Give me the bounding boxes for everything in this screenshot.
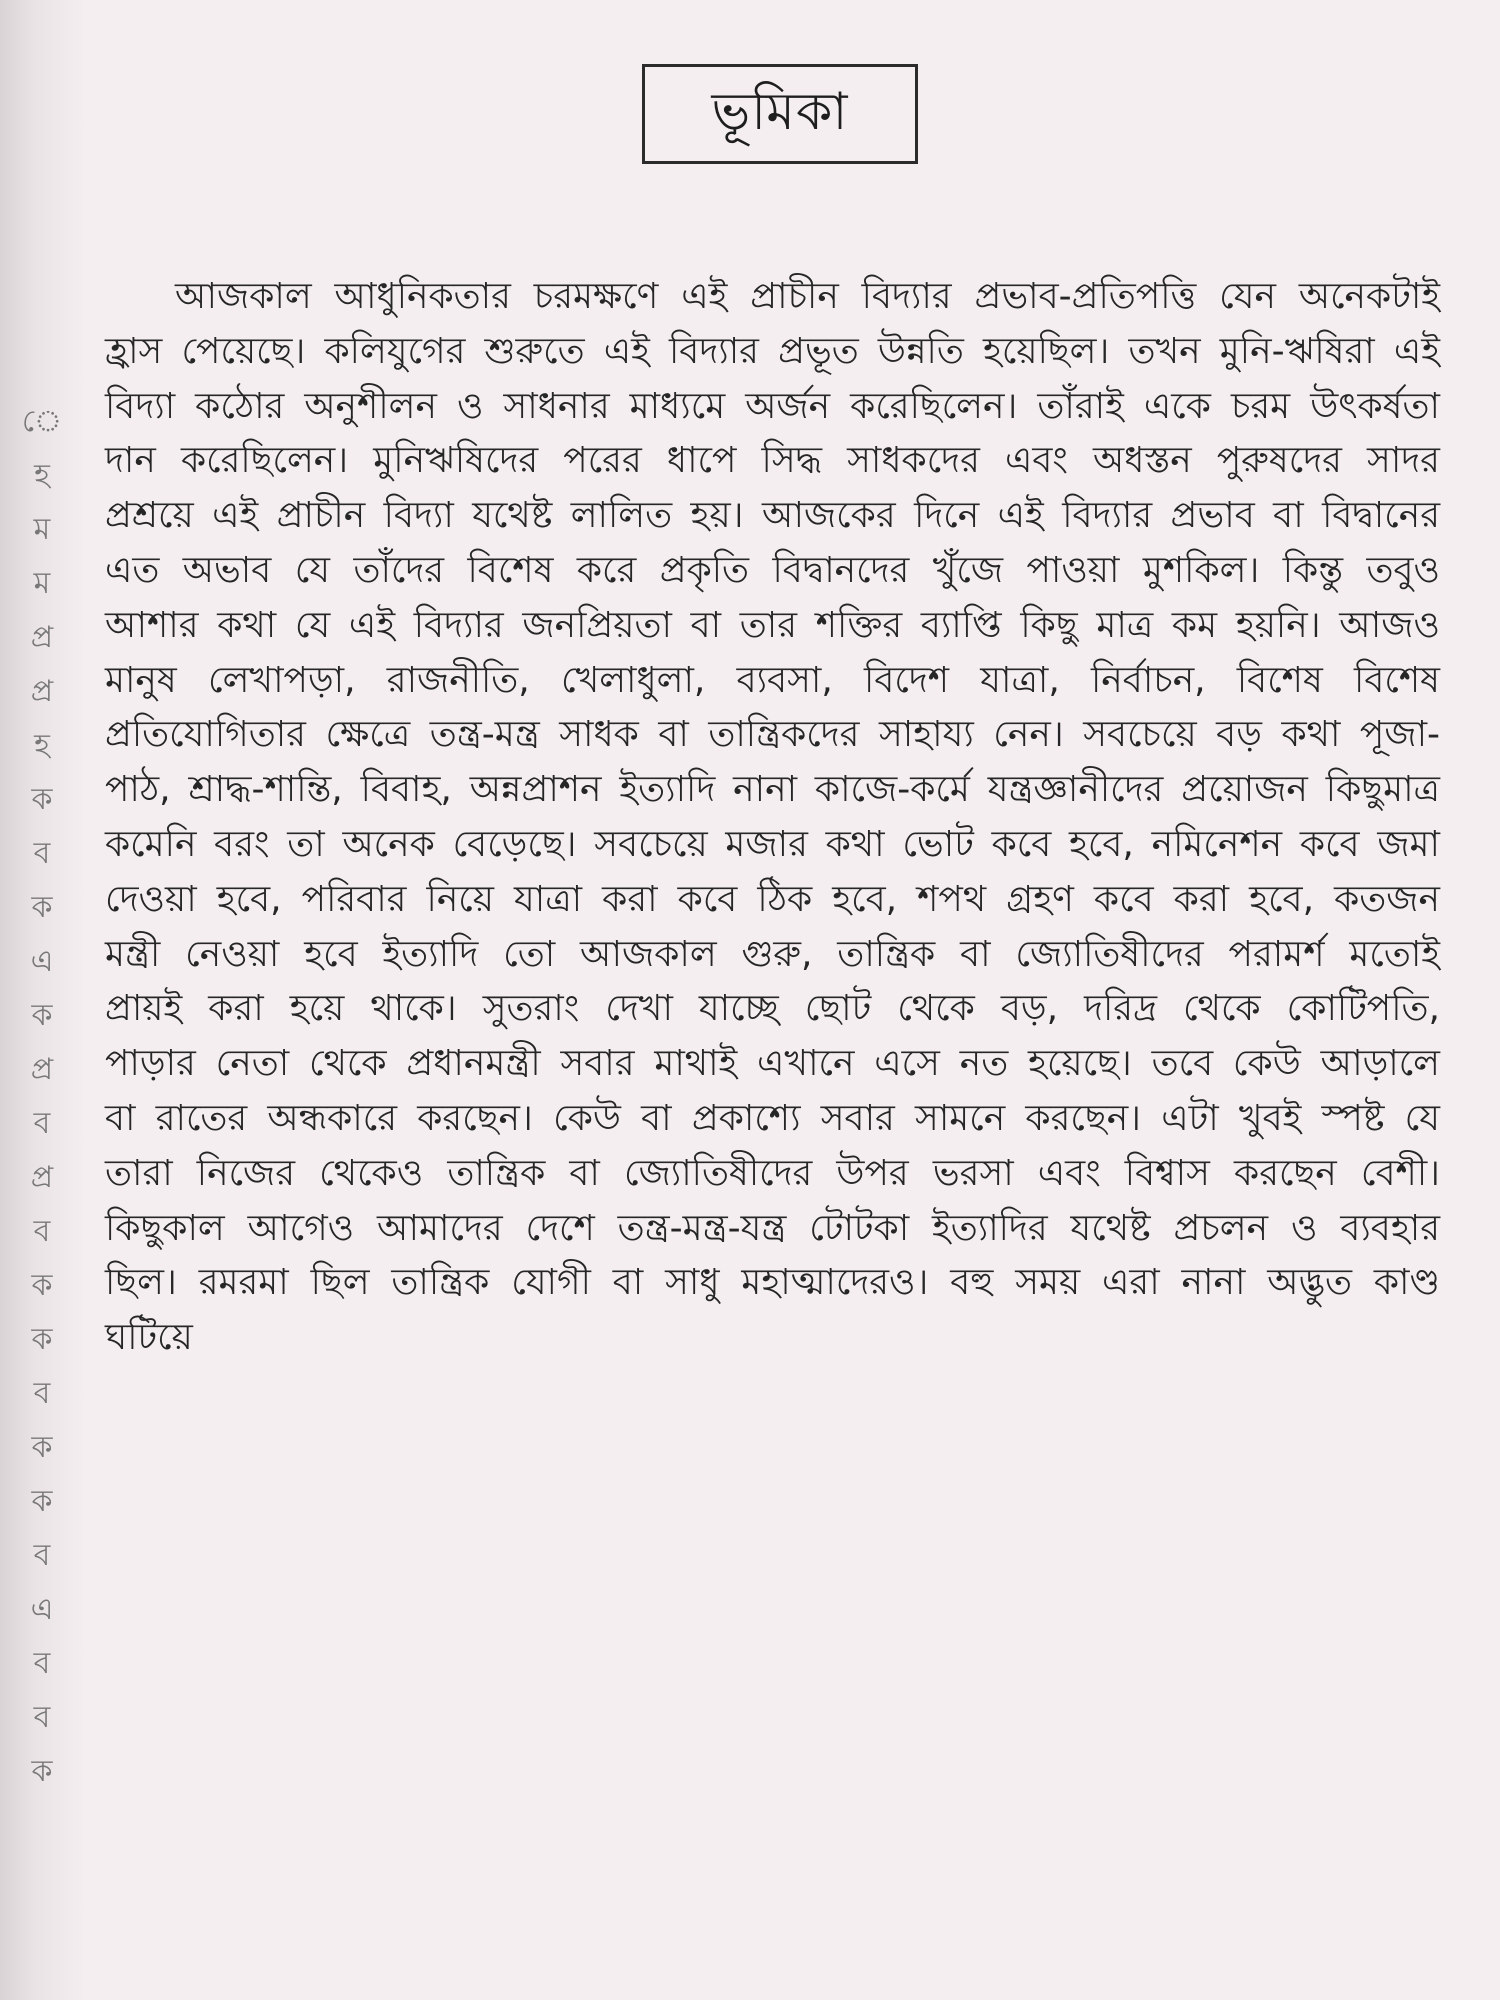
margin-char: প্র: [30, 1160, 54, 1195]
margin-char: ক: [31, 1484, 53, 1519]
margin-char: ব: [33, 1376, 51, 1411]
margin-char: প্র: [30, 620, 54, 655]
margin-char: হ: [34, 458, 50, 493]
margin-char: এ: [30, 1592, 54, 1627]
margin-char: প্র: [30, 1052, 54, 1087]
margin-char: ক: [31, 998, 53, 1033]
margin-char: ব: [33, 836, 51, 871]
margin-text-strip: [22, 395, 62, 1895]
margin-char: ম: [33, 512, 51, 547]
page-heading: ভূমিকা: [711, 81, 849, 142]
heading-box: [642, 64, 918, 164]
margin-char: ক: [31, 1268, 53, 1303]
margin-char: ক: [31, 782, 53, 817]
margin-char: ক: [31, 1322, 53, 1357]
margin-char: ক: [31, 1430, 53, 1465]
margin-char: ক: [31, 1754, 53, 1789]
margin-char: ব: [33, 1214, 51, 1249]
margin-char: হ: [34, 728, 50, 763]
margin-char: ব: [33, 1538, 51, 1573]
margin-char: ব: [33, 1106, 51, 1141]
margin-char: ব: [33, 1700, 51, 1735]
margin-char: এ: [30, 944, 54, 979]
body-paragraph: আজকাল আধুনিকতার চরমক্ষণে এই প্রাচীন বিদ্যার প্রভাব-প্রতিপত্তি যেন অনেকটাই হ্রাস পেয়েছে। কলিযুগের শুরুতে এই বিদ্যার প্রভূত উন্নতি হয়েছিল। তখন মুনি-ঋষিরা এই বিদ্যা কঠোর অনুশীলন ও সাধনার মাধ্যমে অর্জন করেছিলেন। তাঁরাই একে চরম উৎকর্ষতা দান করেছিলেন। মুনিঋষিদের পরের ধাপে সিদ্ধ সাধকদের এবং অধস্তন পুরুষদের সাদর প্রশ্রয়ে এই প্রাচীন বিদ্যা যথেষ্ট লালিত হয়। আজকের দিনে এই বিদ্যার প্রভাব বা বিদ্বানের এত অভাব যে তাঁদের বিশেষ করে প্রকৃতি বিদ্বানদের খুঁজে পাওয়া মুশকিল। কিন্তু তবুও আশার কথা যে এই বিদ্যার জনপ্রিয়তা বা তার শক্তির ব্যাপ্তি কিছু মাত্র কম হয়নি। আজও মানুষ লেখাপড়া, রাজনীতি, খেলাধুলা, ব্যবসা, বিদেশ যাত্রা, নির্বাচন, বিশেষ বিশেষ প্রতিযোগিতার ক্ষেত্রে তন্ত্র-মন্ত্র সাধক বা তান্ত্রিকদের সাহায্য নেন। সবচেয়ে বড় কথা পূজা-পাঠ, শ্রাদ্ধ-শান্তি, বিবাহ, অন্নপ্রাশন ইত্যাদি নানা কাজে-কর্মে যন্ত্রজ্ঞানীদের প্রয়োজন কিছুমাত্র কমেনি বরং তা অনেক বেড়েছে। সবচেয়ে মজার কথা ভোট কবে হবে, নমিনেশন কবে জমা দেওয়া হবে, পরিবার নিয়ে যাত্রা করা কবে ঠিক হবে, শপথ গ্রহণ কবে করা হবে, কতজন মন্ত্রী নেওয়া হবে ইত্যাদি তো আজকাল গুরু, তান্ত্রিক বা জ্যোতিষীদের পরামর্শ মতোই প্রায়ই করা হয়ে থাকে। সুতরাং দেখা যাচ্ছে ছোট থেকে বড়, দরিদ্র থেকে কোটিপতি, পাড়ার নেতা থেকে প্রধানমন্ত্রী সবার মাথাই এখানে এসে নত হয়েছে। তবে কেউ আড়ালে বা রাতের অন্ধকারে করছেন। কেউ বা প্রকাশ্যে সবার সামনে করছেন। এটা খুবই স্পষ্ট যে তারা নিজের থেকেও তান্ত্রিক বা জ্যোতিষীদের উপর ভরসা এবং বিশ্বাস করছেন বেশী। কিছুকাল আগেও আমাদের দেশে তন্ত্র-মন্ত্র-যন্ত্র টোটকা ইত্যাদির যথেষ্ট প্রচলন ও ব্যবহার ছিল। রমরমা ছিল তান্ত্রিক যোগী বা সাধু মহাত্মাদেরও। বহু সময় এরা নানা অদ্ভুত কাণ্ড ঘটিয়ে: [105, 276, 1440, 1359]
margin-char: ে: [21, 404, 63, 439]
margin-char: ক: [31, 890, 53, 925]
margin-char: প্র: [30, 674, 54, 709]
margin-char: ব: [33, 1646, 51, 1681]
margin-char: ম: [33, 566, 51, 601]
